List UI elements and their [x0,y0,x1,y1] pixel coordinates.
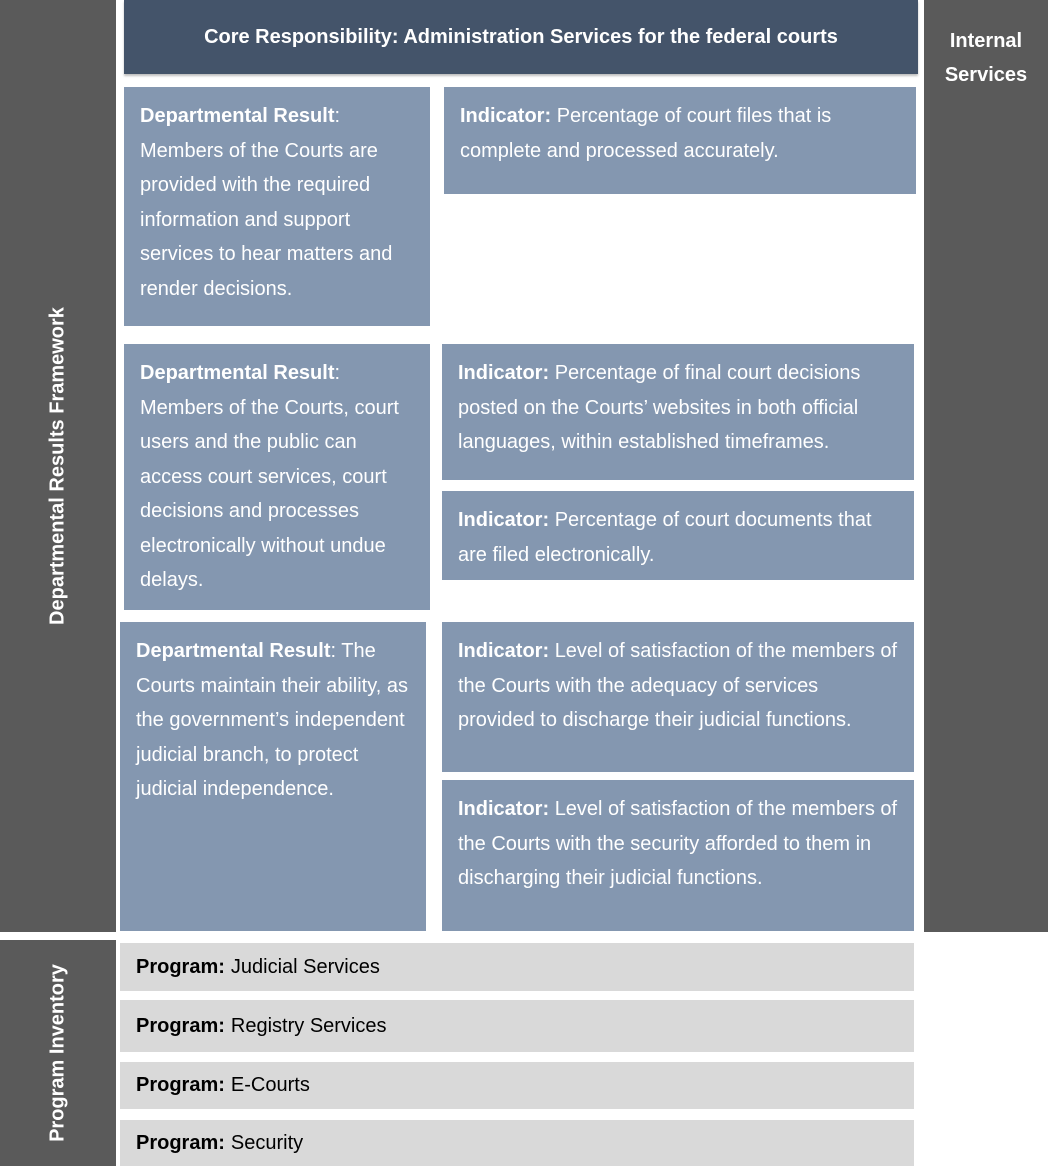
departmental-result-3: Departmental Result: The Courts maintain their ability, as the government’s independent judicial branch, to protect judicial independence. [120,622,426,931]
indicator-4 [442,622,914,772]
internal-services-line-1: Internal [949,30,1023,52]
departmental-result-1: Departmental Result: Members of the Courts are provided with the required information and support services to hear matters and render decisions. [124,87,430,326]
core-responsibility-header [124,0,918,74]
indicator-3 [442,491,914,580]
program-name: Security [230,1131,304,1154]
departmental-result-2: Departmental Result: Members of the Courts, court users and the public can access court services, court decisions and processes electronically without undue delays. [124,344,430,610]
indicator-1 [444,87,916,194]
program-name: Registry Services [230,1014,387,1037]
indicator-label: Indicator: [458,362,550,384]
program-name: Judicial Services [230,955,380,978]
indicator-text: Percentage of court documents that are filed electronically. [458,509,872,566]
indicator-label: Indicator: [458,640,550,662]
program-name: E-Courts [230,1074,310,1096]
indicator-label: Indicator: [458,798,550,820]
indicator-text: Level of satisfaction of the members of the Courts with the security afforded to them in discharging their judicial functions. [458,798,898,889]
program-2 [120,1000,914,1052]
framework-label: Departmental Results Framework [46,307,69,625]
inventory-label: Program Inventory [46,964,69,1142]
internal-services-line-2: Services [944,64,1028,86]
indicator-text: Percentage of court files that is complete and processed accurately. [460,105,832,162]
framework-side-panel [0,0,116,932]
result-label: Departmental Result [136,640,331,662]
inventory-side-panel [0,940,116,1166]
program-4 [120,1120,914,1166]
program-label: Program: [136,1014,225,1037]
result-label: Departmental Result [140,362,335,384]
indicator-text: Level of satisfaction of the members of the Courts with the adequacy of services provided to discharge their judicial functions. [458,640,898,731]
indicator-2 [442,344,914,480]
indicator-label: Indicator: [458,509,550,531]
core-responsibility-text: Core Responsibility: Administration Services for the federal courts [204,25,838,48]
result-text: The Courts maintain their ability, as the government’s independent judicial branch, to protect judicial independence. [136,640,408,800]
internal-services-panel [924,0,1048,932]
result-text: Members of the Courts, court users and the public can access court services, court decisions and processes electronically without undue delays. [140,396,399,591]
result-label: Departmental Result [140,105,335,127]
program-label: Program: [136,955,225,978]
indicator-label: Indicator: [460,105,552,127]
indicator-text: Percentage of final court decisions posted on the Courts’ websites in both official languages, within established timeframes. [458,362,861,453]
program-label: Program: [136,1131,225,1154]
indicator-5 [442,780,914,931]
program-1 [120,943,914,991]
program-label: Program: [136,1074,225,1096]
program-3 [120,1062,914,1109]
result-text: Members of the Courts are provided with the required information and support services to hear matters and render decisions. [140,139,393,300]
